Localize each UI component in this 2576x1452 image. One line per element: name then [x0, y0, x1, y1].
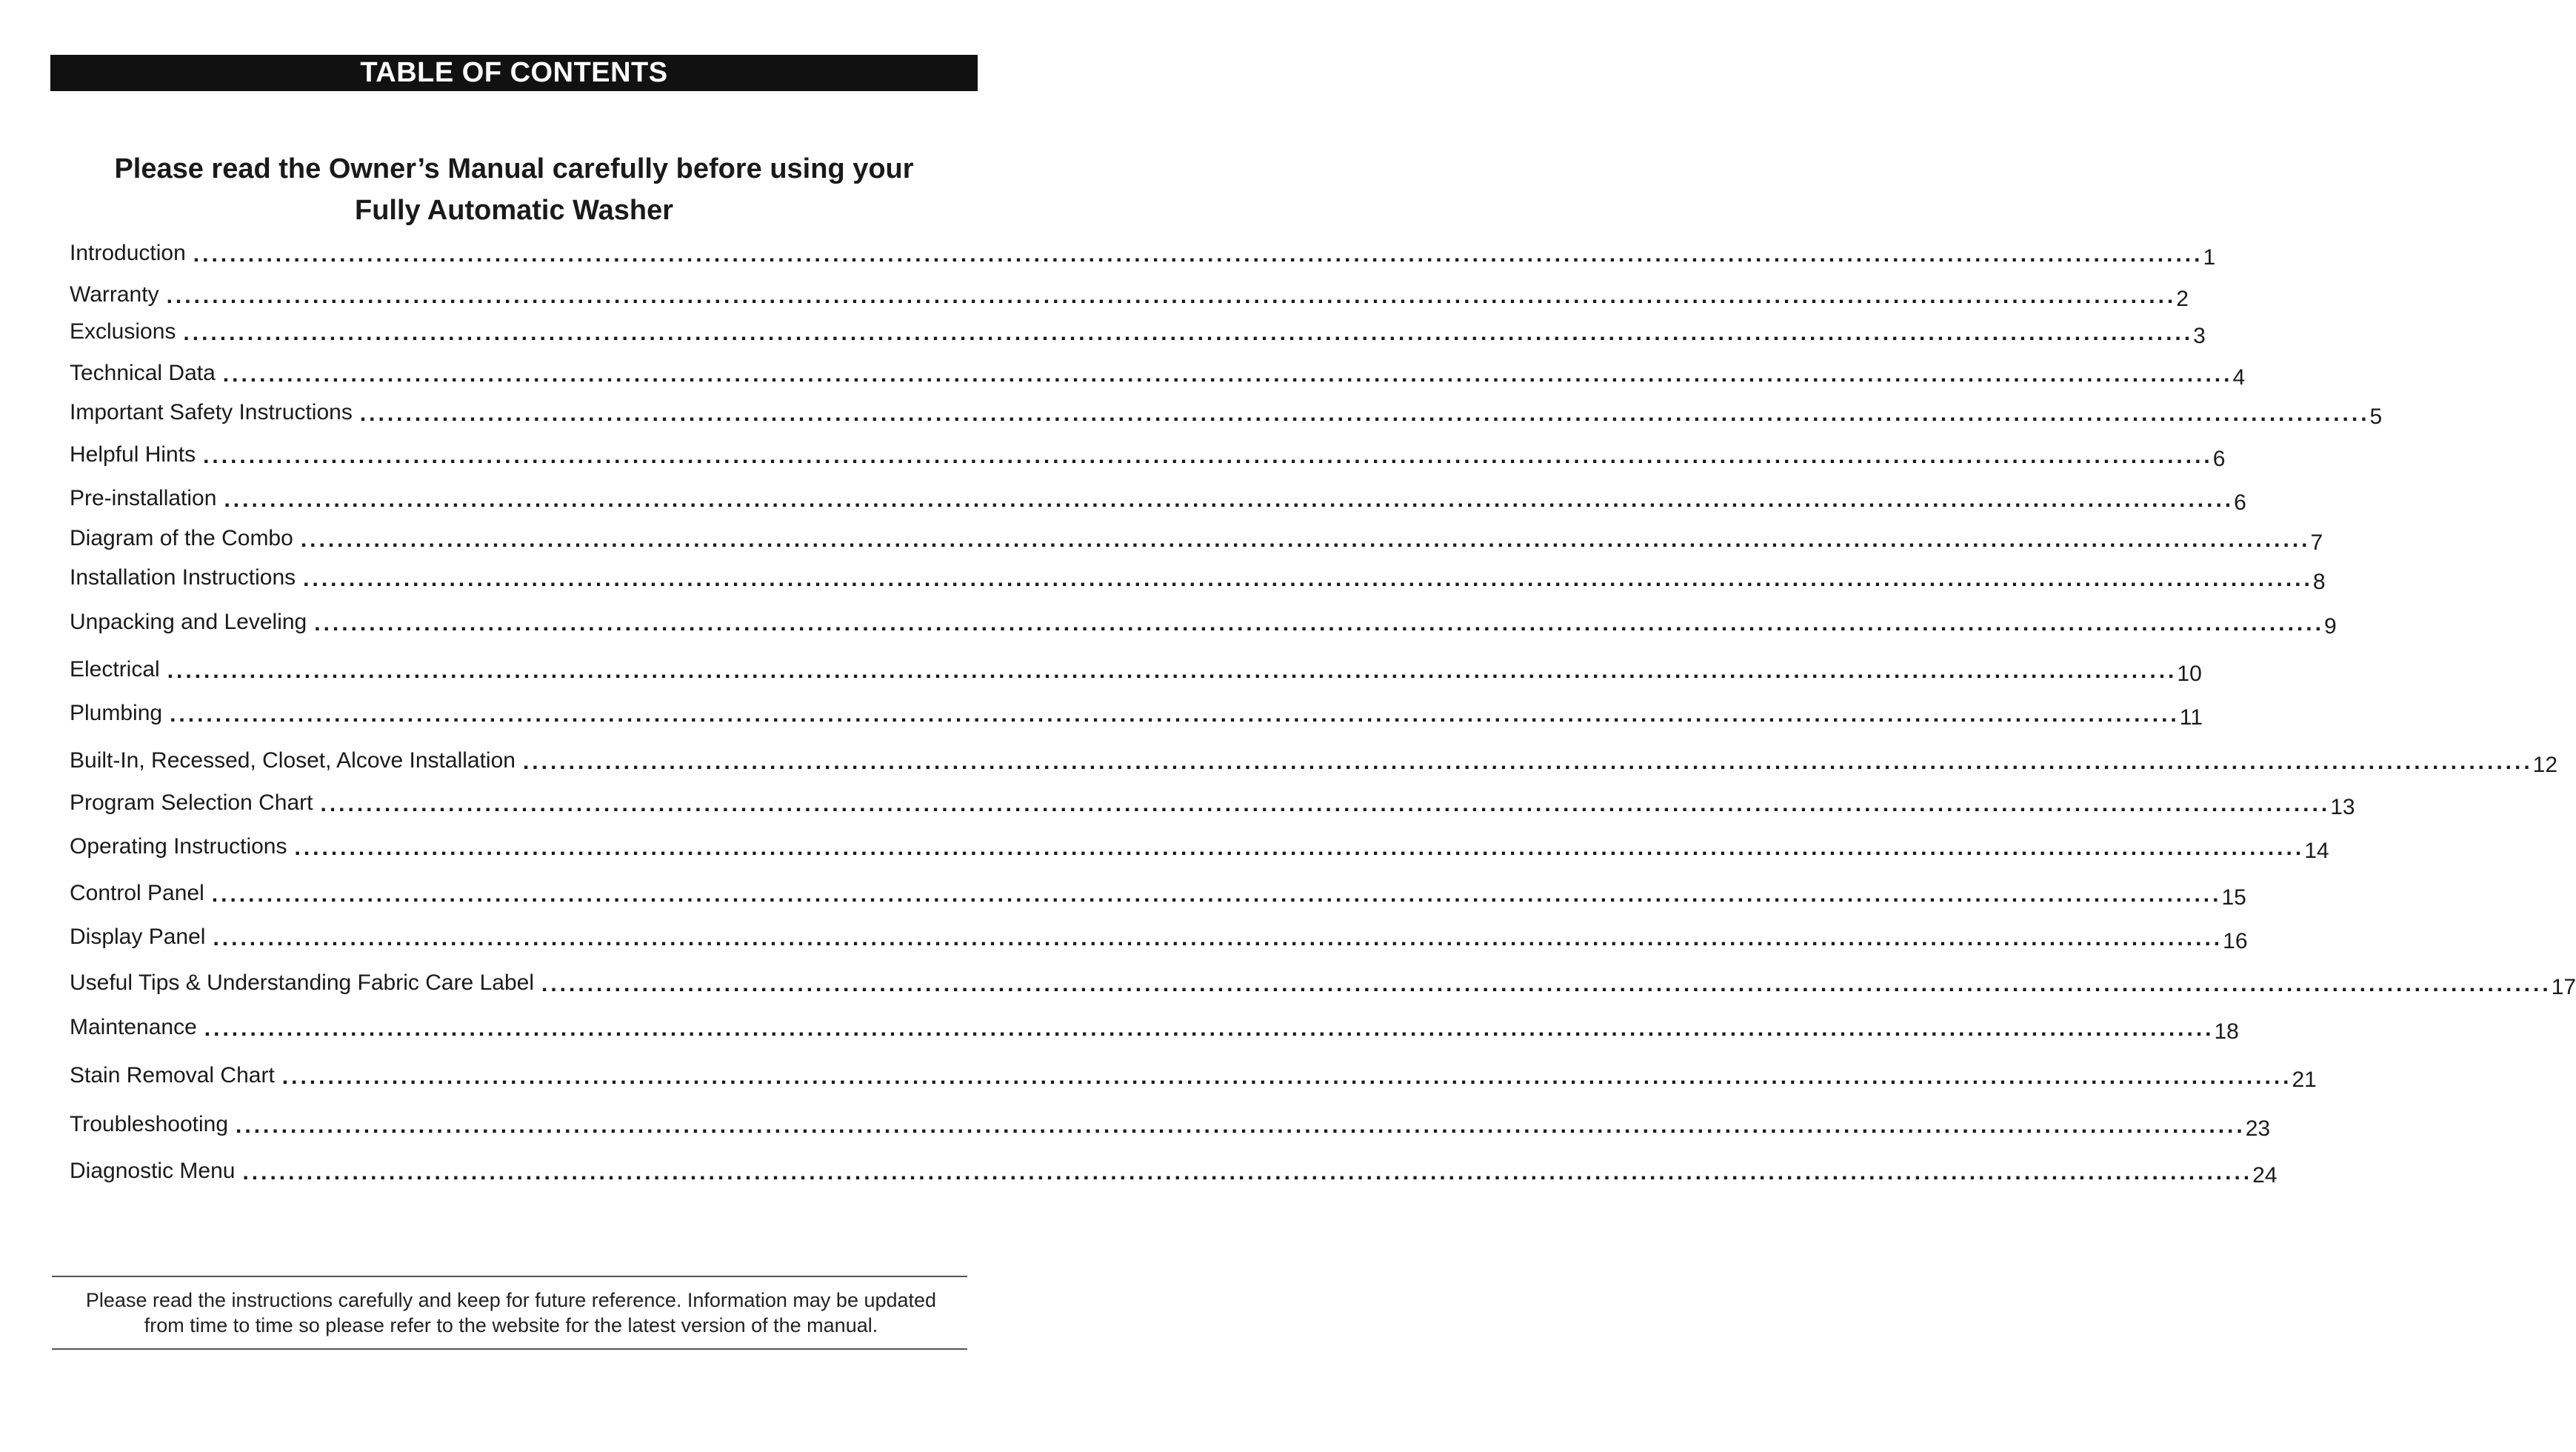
toc-dot-leader: ............................................................................................................................................................................................................................ — [320, 792, 2331, 816]
toc-entry-page: 8 — [2312, 570, 2326, 594]
toc-entry-page: 3 — [2193, 324, 2206, 348]
toc-entry-title: Introduction — [70, 241, 186, 265]
toc-entry-title: Installation Instructions — [70, 565, 296, 590]
toc-dot-leader: ............................................................................................................................................................................................................................ — [294, 836, 2305, 860]
toc-entry — [70, 239, 2216, 270]
toc-entry — [70, 607, 2337, 639]
toc-dot-leader: ............................................................................................................................................................................................................................ — [222, 362, 2233, 387]
toc-entry-title: Pre-installation — [70, 486, 217, 510]
toc-entry-title: Plumbing — [70, 701, 163, 725]
toc-dot-leader: ............................................................................................................................................................................................................................ — [522, 750, 2533, 774]
intro-heading — [50, 148, 978, 231]
toc-dot-leader: ............................................................................................................................................................................................................................ — [203, 444, 2213, 468]
toc-dot-leader: ............................................................................................................................................................................................................................ — [541, 972, 2552, 996]
toc-entry-page: 1 — [2203, 245, 2216, 270]
intro-line-2: Fully Automatic Washer — [354, 195, 674, 226]
toc-dot-leader: ............................................................................................................................................................................................................................ — [242, 1160, 2253, 1185]
toc-entry-title: Helpful Hints — [70, 442, 196, 467]
toc-entry-page: 24 — [2252, 1163, 2278, 1188]
toc-entry-page: 10 — [2177, 662, 2202, 686]
toc-entry — [70, 359, 2246, 390]
toc-entry-title: Program Selection Chart — [70, 790, 313, 815]
toc-entry-page: 12 — [2532, 753, 2558, 777]
toc-entry — [70, 746, 2558, 777]
toc-header-bar — [50, 55, 978, 91]
toc-entry — [70, 317, 2206, 348]
toc-entry-title: Operating Instructions — [70, 834, 287, 859]
toc-entry-page: 4 — [2232, 365, 2246, 390]
toc-entry — [70, 788, 2355, 819]
toc-entry-page: 9 — [2323, 614, 2337, 639]
toc-entry — [70, 563, 2326, 594]
toc-entry — [70, 280, 2189, 311]
toc-entry-title: Useful Tips & Understanding Fabric Care Label — [70, 970, 534, 995]
toc-entry-title: Control Panel — [70, 881, 204, 905]
footer-note — [30, 1288, 992, 1338]
footer-line-2: from time to time so please refer to the website for the latest version of the manual. — [144, 1314, 878, 1336]
toc-entry — [70, 1013, 2239, 1044]
toc-entry-page: 15 — [2221, 885, 2246, 910]
toc-entry — [70, 1156, 2278, 1188]
toc-entry-title: Diagnostic Menu — [70, 1159, 236, 1183]
footer-bottom-divider — [52, 1348, 967, 1350]
toc-entry — [70, 1110, 2271, 1141]
toc-dot-leader: ............................................................................................................................................................................................................................ — [193, 242, 2203, 267]
toc-entry-page: 7 — [2310, 530, 2323, 555]
toc-entry-page: 21 — [2292, 1068, 2317, 1092]
toc-entry — [70, 1061, 2317, 1092]
toc-entry-title: Diagram of the Combo — [70, 526, 293, 550]
toc-dot-leader: ............................................................................................................................................................................................................................ — [359, 402, 2370, 426]
toc-entry-title: Stain Removal Chart — [70, 1063, 275, 1088]
toc-entry-page: 14 — [2304, 839, 2329, 863]
toc-dot-leader: ............................................................................................................................................................................................................................ — [170, 702, 2180, 727]
toc-entry-title: Troubleshooting — [70, 1112, 229, 1136]
toc-entry-page: 16 — [2223, 929, 2248, 953]
toc-dot-leader: ............................................................................................................................................................................................................................ — [183, 321, 2194, 345]
toc-entry-title: Built-In, Recessed, Closet, Alcove Installation — [70, 748, 515, 773]
toc-entry-page: 17 — [2551, 975, 2576, 999]
toc-dot-leader: ............................................................................................................................................................................................................................ — [224, 487, 2235, 512]
toc-dot-leader: ............................................................................................................................................................................................................................ — [166, 284, 2177, 308]
toc-entry-page: 13 — [2330, 795, 2355, 819]
toc-entry-page: 5 — [2369, 404, 2383, 429]
toc-dot-leader: ............................................................................................................................................................................................................................ — [303, 567, 2313, 591]
toc-dot-leader: ............................................................................................................................................................................................................................ — [281, 1065, 2292, 1089]
toc-entry — [70, 440, 2226, 471]
toc-entry-page: 6 — [2212, 447, 2226, 471]
toc-entry-page: 2 — [2176, 287, 2189, 311]
toc-dot-leader: ............................................................................................................................................................................................................................ — [213, 926, 2223, 950]
toc-entry-title: Electrical — [70, 657, 160, 682]
toc-dot-leader: ............................................................................................................................................................................................................................ — [236, 1113, 2246, 1138]
toc-dot-leader: ............................................................................................................................................................................................................................ — [204, 1016, 2215, 1041]
toc-entry-page: 6 — [2234, 490, 2246, 515]
toc-entry — [70, 524, 2323, 555]
toc-entry-title: Exclusions — [70, 319, 176, 344]
toc-dot-leader: ............................................................................................................................................................................................................................ — [314, 611, 2324, 636]
toc-entry — [70, 398, 2383, 429]
toc-entry-title: Maintenance — [70, 1015, 197, 1039]
toc-entry-title: Display Panel — [70, 925, 206, 949]
toc-entry-title: Warranty — [70, 282, 159, 307]
toc-entry-page: 23 — [2245, 1116, 2271, 1141]
page-title: TABLE OF CONTENTS — [360, 57, 668, 88]
toc-dot-leader: ............................................................................................................................................................................................................................ — [300, 527, 2311, 552]
toc-entry-title: Technical Data — [70, 361, 216, 385]
toc-dot-leader: ............................................................................................................................................................................................................................ — [211, 882, 2222, 907]
toc-entry-title: Unpacking and Leveling — [70, 610, 307, 634]
toc-dot-leader: ............................................................................................................................................................................................................................ — [167, 659, 2178, 683]
footer-line-1: Please read the instructions carefully and keep for future reference. Information may be updated — [85, 1289, 937, 1311]
toc-entry — [70, 484, 2246, 515]
toc-entry — [70, 699, 2203, 730]
intro-line-1: Please read the Owner’s Manual carefully before using your — [114, 153, 914, 184]
toc-entry — [70, 879, 2246, 910]
toc-entry-page: 11 — [2179, 705, 2203, 730]
toc-entry — [70, 922, 2248, 953]
toc-entry-page: 18 — [2214, 1019, 2239, 1044]
toc-entry — [70, 655, 2202, 686]
footer-top-divider — [52, 1276, 967, 1277]
toc-entry-title: Important Safety Instructions — [70, 400, 353, 424]
toc-entry — [70, 832, 2329, 863]
toc-entry — [70, 968, 2576, 999]
